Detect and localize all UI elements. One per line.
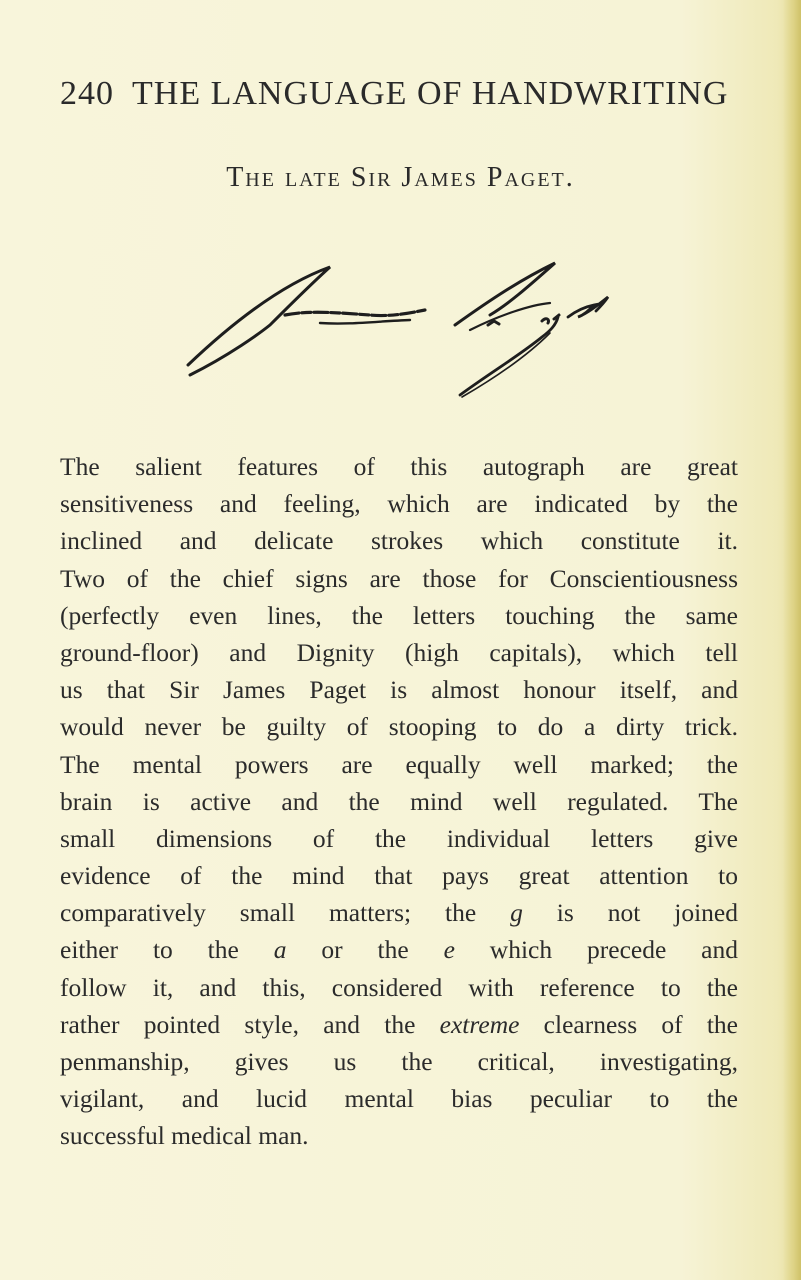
signature-drawing xyxy=(170,255,630,405)
text-segment: small dimensions of the individual letters give xyxy=(60,823,738,853)
text-line xyxy=(60,857,738,894)
text-segment: which precede and xyxy=(454,935,738,965)
text-segment: is not joined xyxy=(522,898,738,928)
text-segment: clearness of the xyxy=(519,1009,738,1039)
text-line xyxy=(60,708,738,745)
text-line xyxy=(60,969,738,1006)
running-header xyxy=(60,75,729,115)
text-segment: The mental powers are equally well marked; the xyxy=(60,749,738,779)
text-line xyxy=(60,1080,738,1117)
text-segment: (perfectly even lines, the letters touching the same xyxy=(60,600,738,630)
text-line xyxy=(60,560,738,597)
text-line xyxy=(60,820,738,857)
text-segment: The salient features of this autograph are great xyxy=(60,452,738,481)
figure-caption: The late Sir James Paget. xyxy=(226,162,575,193)
text-segment: would never be guilty of stooping to do a dirty trick. xyxy=(60,712,738,742)
text-segment: us that Sir James Paget is almost honour itself, and xyxy=(60,675,738,705)
text-line xyxy=(60,931,738,968)
text-segment: follow it, and this, considered with reference to the xyxy=(60,972,738,1002)
text-line xyxy=(60,746,738,783)
page-number: 240 xyxy=(60,75,114,112)
running-title: THE LANGUAGE OF HANDWRITING xyxy=(132,75,729,112)
italic-word: g xyxy=(510,898,523,928)
italic-word: a xyxy=(273,935,287,965)
text-line xyxy=(60,597,738,634)
text-line xyxy=(60,485,738,522)
text-segment: vigilant, and lucid mental bias peculiar to the xyxy=(60,1084,738,1114)
text-line xyxy=(60,1043,738,1080)
text-line xyxy=(60,522,738,559)
text-segment: brain is active and the mind well regulated. The xyxy=(60,786,738,816)
text-segment: rather pointed style, and the xyxy=(60,1009,440,1039)
italic-word: extreme xyxy=(439,1009,520,1039)
text-segment: evidence of the mind that pays great attention to xyxy=(60,861,738,891)
text-line xyxy=(60,783,738,820)
text-segment: successful medical man. xyxy=(60,1121,309,1151)
text-line xyxy=(60,894,738,931)
text-line xyxy=(60,1117,738,1154)
text-segment: Two of the chief signs are those for Conscientiousness xyxy=(60,563,738,593)
text-segment: ground-floor) and Dignity (high capitals), which tell xyxy=(60,637,738,667)
text-segment: penmanship, gives us the critical, investigating, xyxy=(60,1047,738,1076)
text-segment: either to the xyxy=(60,935,274,965)
text-segment: or the xyxy=(286,935,444,965)
text-segment: inclined and delicate strokes which constitute it. xyxy=(60,526,738,556)
text-line xyxy=(60,448,738,485)
text-segment: sensitiveness and feeling, which are indicated by the xyxy=(60,489,738,519)
text-line xyxy=(60,671,738,708)
text-line xyxy=(60,634,738,671)
text-segment: comparatively small matters; the xyxy=(60,898,511,928)
text-line xyxy=(60,1006,738,1043)
autograph-signature xyxy=(170,255,630,405)
italic-word: e xyxy=(443,935,455,965)
body-paragraph xyxy=(60,448,738,1155)
